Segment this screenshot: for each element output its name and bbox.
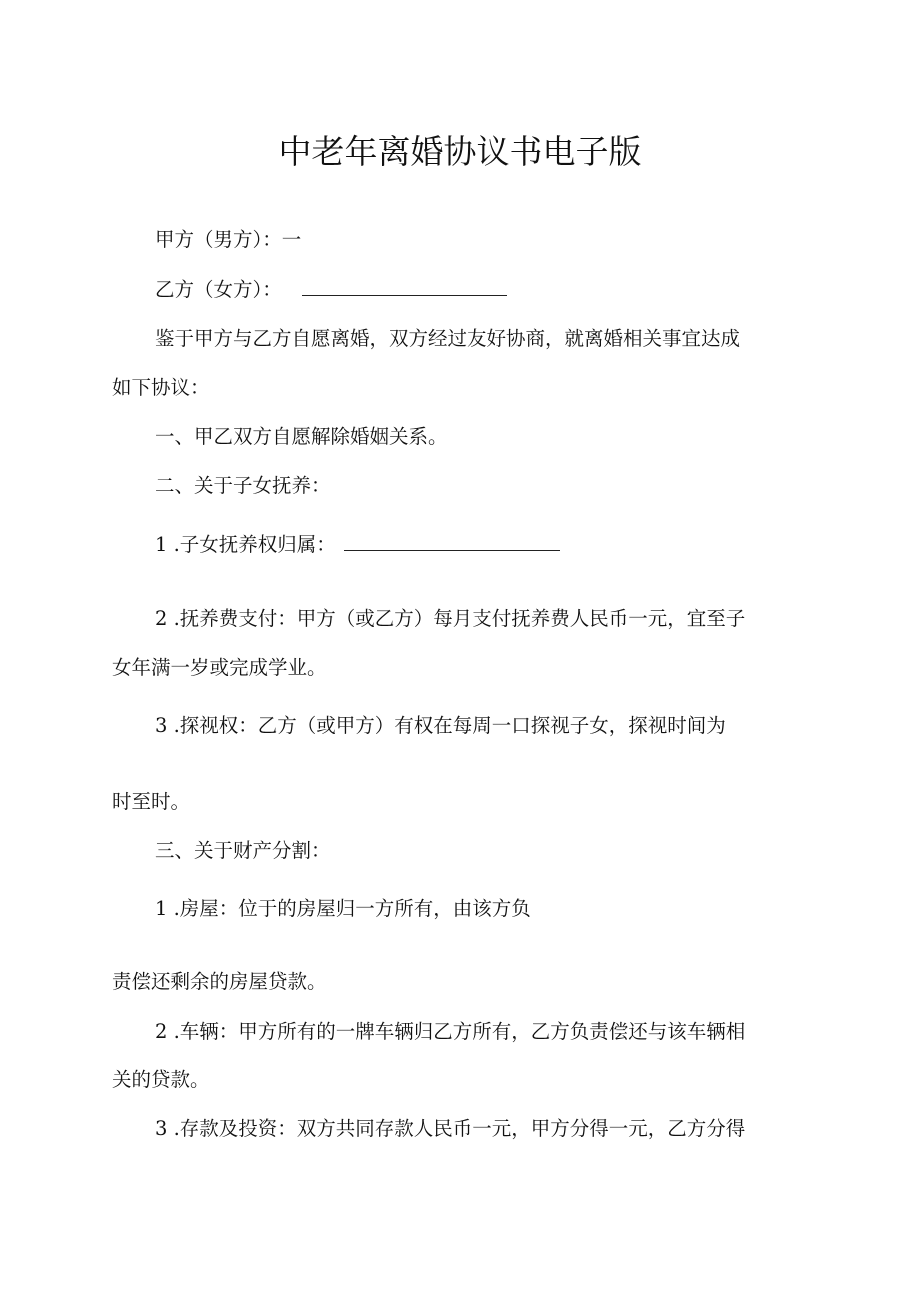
clause-3-heading: 三、关于财产分割： [155, 839, 331, 862]
party-a-line: 甲方（男方）：一 [155, 228, 302, 251]
party-b-label: 乙方（女方）： [155, 278, 282, 301]
support-line-2: 女年满一岁或完成学业。 [112, 656, 327, 679]
house-line-2: 责偿还剩余的房屋贷款。 [112, 970, 327, 993]
vehicle-line-2: 关的贷款。 [112, 1068, 210, 1091]
custody-blank [344, 549, 560, 551]
intro-line-2: 如下协议： [112, 376, 210, 399]
visitation-line-2: 时至时。 [112, 790, 191, 813]
custody-label: 1 .子女抚养权归属： [155, 533, 336, 556]
party-b-line [155, 280, 507, 300]
house-line-1: 1 .房屋：位于的房屋归一方所有，由该方负 [155, 897, 531, 920]
clause-1: 一、甲乙双方自愿解除婚姻关系。 [155, 425, 448, 448]
intro-line-1: 鉴于甲方与乙方自愿离婚，双方经过友好协商，就离婚相关事宜达成 [155, 327, 741, 350]
custody-line [155, 535, 560, 555]
savings-line-1: 3 .存款及投资：双方共同存款人民币一元，甲方分得一元，乙方分得 [155, 1117, 746, 1140]
party-b-blank [302, 294, 507, 296]
support-line-1: 2 .抚养费支付：甲方（或乙方）每月支付抚养费人民币一元，宜至子 [155, 607, 746, 630]
vehicle-line-1: 2 .车辆：甲方所有的一牌车辆归乙方所有，乙方负责偿还与该车辆相 [155, 1020, 746, 1043]
clause-2-heading: 二、关于子女抚养： [155, 474, 331, 497]
document-title: 中老年离婚协议书电子版 [278, 132, 642, 171]
visitation-line-1: 3 .探视权：乙方（或甲方）有权在每周一口探视子女，探视时间为 [155, 714, 726, 737]
